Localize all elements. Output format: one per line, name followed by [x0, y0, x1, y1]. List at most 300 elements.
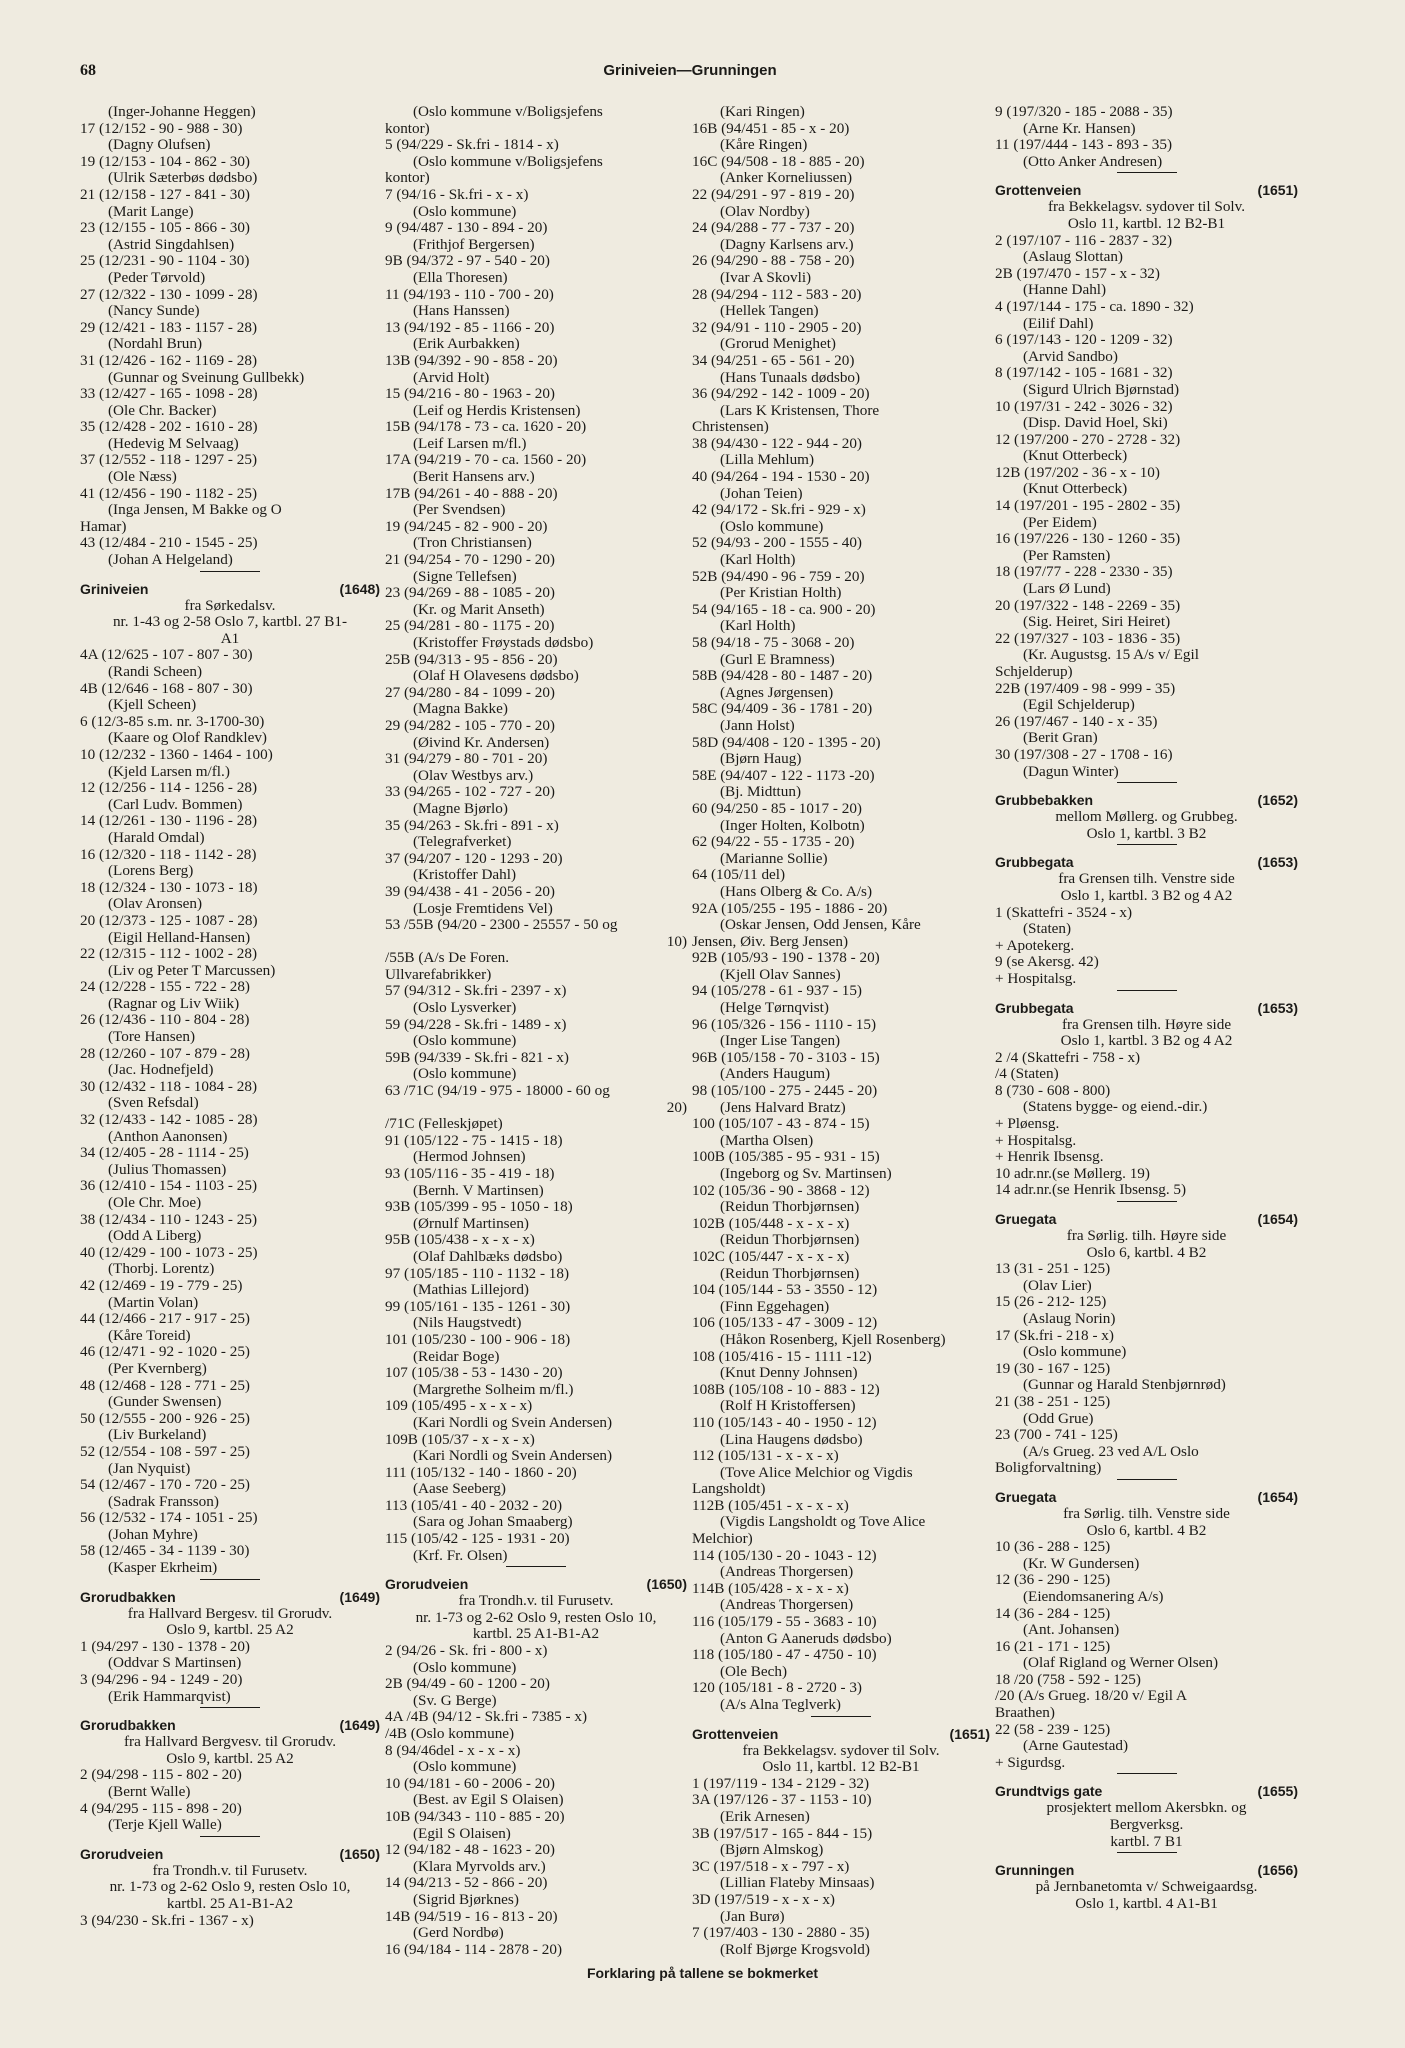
- entry-line: (Oslo Lysverker): [413, 999, 517, 1017]
- entry-line: 34 (94/251 - 65 - 561 - 20): [692, 351, 855, 369]
- street-heading: [995, 1211, 1298, 1228]
- footer-note: Forklaring på tallene se bokmerket: [586, 1965, 819, 1981]
- entry-line: (Kristoffer Frøystads dødsbo): [413, 634, 594, 651]
- entry-line: 41 (12/456 - 190 - 1182 - 25): [80, 484, 258, 502]
- street-name: Grorudbakken: [80, 1717, 176, 1734]
- entry-line: 42 (12/469 - 19 - 779 - 25): [80, 1276, 243, 1294]
- section-divider: [200, 571, 260, 572]
- entry-line: 98 (105/100 - 275 - 2445 - 20): [692, 1082, 878, 1100]
- entry-line: + Pløensg.: [995, 1115, 1060, 1133]
- page-header: [80, 62, 1300, 84]
- entry-line: (Olaf H Olavesens dødsbo): [413, 667, 579, 685]
- entry-line: 4 (94/295 - 115 - 898 - 20): [80, 1799, 242, 1817]
- entry-line: (Hans Tunaals dødsbo): [720, 368, 861, 386]
- entry-line: 99 (105/161 - 135 - 1261 - 30): [385, 1297, 571, 1315]
- entry-line: 96 (105/326 - 156 - 1110 - 15): [692, 1015, 877, 1033]
- entry-line: 10 (197/31 - 242 - 3026 - 32): [995, 397, 1173, 415]
- column-1: [80, 104, 380, 1929]
- entry-line: (Jens Halvard Bratz): [720, 1098, 846, 1116]
- entry-line: (Ole Bech): [720, 1662, 788, 1680]
- entry-line: (Bjørn Haug): [720, 750, 802, 768]
- entry-line: (Knut Otterbeck): [1023, 447, 1128, 465]
- entry-line: 34 (12/405 - 28 - 1114 - 25): [80, 1144, 249, 1162]
- entry-line: 58B (94/428 - 80 - 1487 - 20): [692, 667, 873, 685]
- entry-line: (Arvid Holt): [413, 368, 490, 386]
- entry-line: 59 (94/228 - Sk.fri - 1489 - x): [385, 1015, 567, 1033]
- entry-line: + Sigurdsg.: [995, 1753, 1066, 1771]
- entry-line: (Bj. Midttun): [720, 783, 802, 801]
- entry-line: 54 (12/467 - 170 - 720 - 25): [80, 1476, 250, 1494]
- street-entry: [692, 1726, 990, 1959]
- entry-line: (Leif Larsen m/fl.): [413, 434, 527, 452]
- street-entry: [692, 104, 990, 1717]
- entry-line: 32 (12/433 - 142 - 1085 - 28): [80, 1111, 258, 1129]
- entry-line: (Tove Alice Melchior og Vigdis: [720, 1463, 913, 1481]
- street-name: Grubbegata: [995, 854, 1074, 871]
- section-divider: [1117, 1479, 1177, 1480]
- entry-line: Braathen): [995, 1704, 1055, 1722]
- entry-line: 50 (12/555 - 200 - 926 - 25): [80, 1409, 250, 1427]
- entry-line: (Olav Nordby): [720, 202, 810, 220]
- entry-line: (Reidar Boge): [413, 1347, 500, 1365]
- entry-line: (Mathias Lillejord): [413, 1281, 529, 1299]
- entry-line: 25 (12/231 - 90 - 1104 - 30): [80, 252, 250, 270]
- entry-line: (Julius Thomassen): [108, 1160, 227, 1178]
- entry-line: 40 (12/429 - 100 - 1073 - 25): [80, 1243, 258, 1261]
- entry-line: Melchior): [692, 1530, 753, 1548]
- entry-line: 38 (94/430 - 122 - 944 - 20): [692, 434, 862, 452]
- entry-line: 6 (12/3-85 s.m. nr. 3-1700-30): [80, 712, 265, 730]
- entry-line: 18 (12/324 - 130 - 1073 - 18): [80, 878, 258, 896]
- entry-line: (Rolf H Kristoffersen): [720, 1397, 856, 1415]
- entry-line: (Liv Burkeland): [108, 1426, 207, 1444]
- entry-line: (Erik Arnesen): [720, 1807, 810, 1825]
- entry-line: (Grorud Menighet): [720, 335, 836, 353]
- entry-line: 40 (94/264 - 194 - 1530 - 20): [692, 468, 870, 486]
- street-name: Gruegata: [995, 1488, 1057, 1505]
- entry-line: (Gunder Swensen): [108, 1393, 222, 1411]
- section-divider: [1117, 844, 1177, 845]
- entry-line: 19 (30 - 167 - 125): [995, 1359, 1111, 1377]
- entry-line: (Hellek Tangen): [720, 302, 819, 320]
- entry-line: 100 (105/107 - 43 - 874 - 15): [692, 1115, 870, 1133]
- entry-line: 64 (105/11 del): [692, 866, 786, 884]
- entry-line: 9B (94/372 - 97 - 540 - 20): [385, 252, 550, 270]
- entry-line: 7 (94/16 - Sk.fri - x - x): [385, 185, 529, 203]
- entry-line: 115 (105/42 - 125 - 1931 - 20): [385, 1530, 570, 1548]
- entry-line: (Anton G Aaneruds dødsbo): [720, 1629, 892, 1647]
- street-description: fra Hallvard Bergvesv. til Grorudv.: [123, 1733, 336, 1751]
- street-description: fra Sørlig. tilh. Venstre side: [1063, 1504, 1230, 1522]
- entry-line: 10 (94/181 - 60 - 2006 - 20): [385, 1774, 555, 1792]
- entry-line: Boligforvaltning): [995, 1459, 1102, 1477]
- entry-line: 26 (197/467 - 140 - x - 35): [995, 712, 1158, 730]
- entry-line: 3 (94/296 - 94 - 1249 - 20): [80, 1671, 243, 1689]
- entry-line: + Apotekerg.: [995, 936, 1075, 954]
- entry-line: 36 (94/292 - 142 - 1009 - 20): [692, 385, 870, 403]
- entry-line: + Hospitalsg.: [995, 1131, 1077, 1149]
- street-description: fra Grensen tilh. Høyre side: [1061, 1015, 1232, 1033]
- entry-line: (Margrethe Solheim m/fl.): [413, 1380, 574, 1398]
- entry-line: (Disp. David Hoel, Ski): [1023, 414, 1168, 432]
- entry-line: 3A (197/126 - 37 - 1153 - 10): [692, 1791, 872, 1809]
- entry-line: 14B (94/519 - 16 - 813 - 20): [385, 1907, 558, 1925]
- entry-line: 52 (12/554 - 108 - 597 - 25): [80, 1442, 250, 1460]
- entry-line: 25B (94/313 - 95 - 856 - 20): [385, 650, 558, 668]
- entry-line: 20): [666, 1098, 687, 1116]
- street-heading: [80, 1717, 380, 1734]
- street-name: Griniveien: [80, 580, 149, 597]
- entry-line: 100B (105/385 - 95 - 931 - 15): [692, 1148, 880, 1166]
- entry-line: 21 (12/158 - 127 - 841 - 30): [80, 185, 250, 203]
- entry-line: 93B (105/399 - 95 - 1050 - 18): [385, 1198, 573, 1216]
- entry-line: 102 (105/36 - 90 - 3868 - 12): [692, 1181, 870, 1199]
- entry-line: (Sigrid Bjørknes): [413, 1890, 519, 1908]
- entry-line: 109B (105/37 - x - x - x): [385, 1430, 535, 1448]
- entry-line: (Kjell Scheen): [108, 696, 197, 714]
- entry-line: (Hedevig M Selvaag): [108, 434, 239, 452]
- entry-line: 10): [666, 932, 687, 950]
- entry-line: 107 (105/38 - 53 - 1430 - 20): [385, 1364, 563, 1382]
- entry-line: (Ulrik Sæterbøs dødsbo): [108, 169, 258, 187]
- entry-line: (Jann Holst): [720, 716, 795, 734]
- entry-line: 102C (105/447 - x - x - x): [692, 1247, 850, 1265]
- entry-line: 28 (12/260 - 107 - 879 - 28): [80, 1044, 250, 1062]
- entry-line: 101 (105/230 - 100 - 906 - 18): [385, 1330, 571, 1348]
- entry-line: (Inga Jensen, M Bakke og O: [108, 501, 282, 519]
- entry-line: (Vigdis Langsholdt og Tove Alice: [720, 1513, 926, 1531]
- entry-line: (Lina Haugens dødsbo): [720, 1430, 863, 1448]
- entry-line: (Anthon Aanonsen): [108, 1127, 228, 1145]
- entry-line: 3 (94/230 - Sk.fri - 1367 - x): [80, 1911, 254, 1929]
- entry-line: (Randi Scheen): [108, 663, 203, 680]
- entry-line: 58C (94/409 - 36 - 1781 - 20): [692, 700, 873, 718]
- entry-line: 112 (105/131 - x - x - x): [692, 1447, 839, 1465]
- entry-line: 23 (94/269 - 88 - 1085 - 20): [385, 584, 555, 602]
- street-code: (1652): [1257, 792, 1298, 809]
- entry-line: (Odd A Liberg): [108, 1227, 202, 1245]
- running-title: Griniveien—Grunningen: [603, 62, 777, 79]
- entry-line: 58 (12/465 - 34 - 1139 - 30): [80, 1542, 250, 1560]
- street-description: fra Sørlig. tilh. Høyre side: [1066, 1227, 1227, 1245]
- column-2: [385, 104, 687, 1958]
- entry-line: 22 (58 - 239 - 125): [995, 1720, 1111, 1738]
- entry-line: 114B (105/428 - x - x - x): [692, 1579, 849, 1597]
- entry-line: (Johan Teien): [720, 484, 803, 502]
- entry-line: (Reidun Thorbjørnsen): [720, 1264, 860, 1282]
- entry-line: 92B (105/93 - 190 - 1378 - 20): [692, 949, 880, 967]
- entry-line: (Oslo kommune v/Boligsjefens: [413, 152, 603, 170]
- entry-line: (Per Svendsen): [413, 501, 506, 519]
- entry-line: (Best. av Egil S Olaisen): [413, 1791, 564, 1809]
- entry-line: (Erik Hammarqvist): [108, 1687, 231, 1705]
- street-entry: [995, 1211, 1298, 1480]
- entry-line: 18 (197/77 - 228 - 2330 - 35): [995, 563, 1173, 581]
- entry-line: (Aslaug Slottan): [1023, 248, 1123, 266]
- section-divider: [200, 1579, 260, 1580]
- street-description: fra Trondh.v. til Furusetv.: [458, 1592, 614, 1610]
- street-description: prosjektert mellom Akersbkn. og: [1046, 1799, 1247, 1817]
- entry-line: 58E (94/407 - 122 - 1173 -20): [692, 766, 875, 784]
- entry-line: (Eilif Dahl): [1023, 314, 1094, 332]
- street-code: (1654): [1257, 1211, 1298, 1228]
- entry-line: (Andreas Thorgersen): [720, 1563, 854, 1581]
- entry-line: (Olav Westbys arv.): [413, 766, 534, 784]
- street-heading: [995, 1862, 1298, 1879]
- street-name: Grorudveien: [80, 1845, 164, 1862]
- page-number: 68: [80, 62, 96, 79]
- entry-line: (Gurl E Bramness): [720, 650, 835, 668]
- entry-line: (A/s Alna Teglverk): [720, 1696, 841, 1713]
- entry-line: 35 (94/263 - Sk.fri - 891 - x): [385, 816, 559, 834]
- entry-line: (Gerd Nordbø): [413, 1924, 504, 1942]
- street-heading: [385, 1576, 687, 1593]
- street-code: (1650): [339, 1845, 380, 1862]
- entry-line: /4B (Oslo kommune): [385, 1725, 515, 1742]
- entry-line: (Per Ramsten): [1023, 546, 1111, 564]
- entry-line: (Tore Hansen): [108, 1028, 196, 1046]
- street-description: nr. 1-73 og 2-62 Oslo 9, resten Oslo 10,: [109, 1878, 351, 1896]
- entry-line: 2 (94/298 - 115 - 802 - 20): [80, 1766, 242, 1784]
- entry-line: 9 (197/320 - 185 - 2088 - 35): [995, 103, 1173, 120]
- entry-line: 32 (94/91 - 110 - 2905 - 20): [692, 318, 862, 336]
- street-description: Bergverksg.: [1109, 1816, 1184, 1834]
- entry-line: (Astrid Singdahlsen): [108, 235, 235, 253]
- entry-line: 3C (197/518 - x - 797 - x): [692, 1857, 850, 1875]
- column-3: [692, 104, 990, 1958]
- entry-line: (Sv. G Berge): [413, 1691, 497, 1709]
- entry-line: /4 (Staten): [995, 1065, 1059, 1083]
- entry-line: + Henrik Ibsensg.: [995, 1148, 1104, 1166]
- street-entry: [995, 1000, 1298, 1203]
- entry-line: (Sven Refsdal): [108, 1094, 199, 1112]
- entry-line: (Inger Lise Tangen): [720, 1032, 841, 1050]
- section-divider: [1117, 172, 1177, 173]
- entry-line: 92A (105/255 - 195 - 1886 - 20): [692, 899, 888, 917]
- entry-line: 30 (197/308 - 27 - 1708 - 16): [995, 745, 1173, 763]
- street-code: (1649): [339, 1588, 380, 1605]
- entry-line: 12 (94/182 - 48 - 1623 - 20): [385, 1841, 555, 1859]
- entry-line: (Johan A Helgeland): [108, 551, 233, 569]
- entry-line: 9 (se Akersg. 42): [995, 953, 1099, 971]
- entry-line: (Hans Olberg & Co. A/s): [720, 882, 873, 900]
- entry-line: 3B (197/517 - 165 - 844 - 15): [692, 1824, 873, 1842]
- entry-line: 1 (94/297 - 130 - 1378 - 20): [80, 1637, 250, 1655]
- entry-line: (Magne Bjørlo): [413, 799, 508, 817]
- entry-line: (Bernh. V Martinsen): [413, 1181, 544, 1199]
- entry-line: (Per Eidem): [1023, 513, 1097, 531]
- street-description: Oslo 1, kartbl. 3 B2 og 4 A2: [1060, 1032, 1233, 1050]
- entry-line: (Knut Denny Johnsen): [720, 1364, 858, 1382]
- street-code: (1650): [646, 1576, 687, 1593]
- entry-line: (Kjell Olav Sannes): [720, 965, 841, 983]
- entry-line: 21 (94/254 - 70 - 1290 - 20): [385, 551, 555, 569]
- entry-line: 16 (12/320 - 118 - 1142 - 28): [80, 845, 257, 863]
- street-code: (1653): [1257, 854, 1298, 871]
- entry-line: (Terje Kjell Walle): [108, 1816, 222, 1834]
- entry-line: 58D (94/408 - 120 - 1395 - 20): [692, 733, 881, 751]
- entry-line: 33 (94/265 - 102 - 727 - 20): [385, 783, 555, 801]
- entry-line: (Ole Chr. Backer): [108, 401, 217, 419]
- entry-line: 31 (94/279 - 80 - 701 - 20): [385, 750, 548, 768]
- entry-line: 25 (94/281 - 80 - 1175 - 20): [385, 617, 555, 635]
- street-description: kartbl. 25 A1-B1-A2: [166, 1894, 294, 1912]
- entry-line: (Otto Anker Andresen): [1023, 152, 1163, 170]
- street-description: fra Hallvard Bergesv. til Grorudv.: [127, 1604, 333, 1622]
- street-code: (1649): [339, 1717, 380, 1734]
- entry-line: 9 (94/487 - 130 - 894 - 20): [385, 219, 548, 237]
- entry-line: 29 (94/282 - 105 - 770 - 20): [385, 716, 555, 734]
- entry-line: 2B (94/49 - 60 - 1200 - 20): [385, 1675, 550, 1693]
- street-description: mellom Møllerg. og Grubbeg.: [1055, 808, 1238, 826]
- entry-line: 94 (105/278 - 61 - 937 - 15): [692, 982, 862, 1000]
- section-divider: [1117, 1773, 1177, 1774]
- street-name: Grubbebakken: [995, 792, 1094, 809]
- entry-line: (Kasper Ekrheim): [108, 1559, 218, 1577]
- entry-line: (Sara og Johan Smaaberg): [413, 1513, 573, 1531]
- entry-line: Schjelderup): [995, 663, 1073, 680]
- entry-line: Ullvarefabrikker): [385, 965, 492, 983]
- street-code: (1653): [1257, 999, 1298, 1016]
- entry-line: 5 (94/229 - Sk.fri - 1814 - x): [385, 136, 559, 154]
- street-description: Oslo 11, kartbl. 12 B2-B1: [1067, 214, 1226, 232]
- entry-line: 7 (197/403 - 130 - 2880 - 35): [692, 1924, 870, 1942]
- entry-line: 52B (94/490 - 96 - 759 - 20): [692, 567, 865, 585]
- street-heading: [80, 581, 380, 598]
- entry-line: 46 (12/471 - 92 - 1020 - 25): [80, 1343, 250, 1361]
- section-divider: [200, 1707, 260, 1708]
- entry-line: 114 (105/130 - 20 - 1043 - 12): [692, 1546, 877, 1564]
- entry-line: 20 (197/322 - 148 - 2269 - 35): [995, 596, 1181, 614]
- street-entry: [385, 1576, 687, 1958]
- entry-line: 60 (94/250 - 85 - 1017 - 20): [692, 799, 862, 817]
- street-entry: [385, 104, 687, 1567]
- street-entry: [80, 1717, 380, 1837]
- entry-line: + Hospitalsg.: [995, 969, 1077, 987]
- section-divider: [200, 1836, 260, 1837]
- entry-line: (Ole Næss): [108, 468, 177, 486]
- street-code: (1656): [1257, 1862, 1298, 1879]
- entry-line: (Olaf Rigland og Werner Olsen): [1023, 1654, 1219, 1672]
- entry-line: 96B (105/158 - 70 - 3103 - 15): [692, 1048, 880, 1066]
- entry-line: (Aase Seeberg): [413, 1480, 506, 1498]
- street-entry: [80, 1589, 380, 1709]
- entry-line: 22 (12/315 - 112 - 1002 - 28): [80, 945, 258, 963]
- entry-line: Hamar): [80, 517, 127, 535]
- entry-line: 4B (12/646 - 168 - 807 - 30): [80, 679, 253, 697]
- entry-line: 23 (700 - 741 - 125): [995, 1426, 1118, 1444]
- entry-line: (Oskar Jensen, Odd Jensen, Kåre: [720, 916, 921, 934]
- entry-line: 14 (12/261 - 130 - 1196 - 28): [80, 812, 258, 830]
- entry-line: (Øivind Kr. Andersen): [413, 733, 550, 751]
- entry-line: /55B (A/s De Foren.: [385, 949, 510, 967]
- entry-line: 102B (105/448 - x - x - x): [692, 1214, 850, 1232]
- entry-line: (Ivar A Skovli): [720, 268, 812, 286]
- entry-line: 14 (36 - 284 - 125): [995, 1604, 1111, 1622]
- entry-line: 4 (197/144 - 175 - ca. 1890 - 32): [995, 297, 1194, 315]
- entry-line: (Lars Ø Lund): [1023, 580, 1111, 598]
- entry-line: 58 (94/18 - 75 - 3068 - 20): [692, 634, 855, 651]
- entry-line: (Oslo kommune v/Boligsjefens: [413, 103, 603, 120]
- entry-line: 10 (36 - 288 - 125): [995, 1538, 1111, 1556]
- entry-line: 4A /4B (94/12 - Sk.fri - 7385 - x): [385, 1708, 588, 1726]
- entry-line: 111 (105/132 - 140 - 1860 - 20): [385, 1463, 577, 1481]
- entry-line: (Kari Nordli og Svein Andersen): [413, 1413, 613, 1431]
- street-description: nr. 1-73 og 2-62 Oslo 9, resten Oslo 10,: [415, 1608, 657, 1626]
- entry-line: (Sig. Heiret, Siri Heiret): [1023, 613, 1171, 631]
- entry-line: 24 (94/288 - 77 - 737 - 20): [692, 219, 855, 237]
- entry-line: 11 (94/193 - 110 - 700 - 20): [385, 285, 554, 303]
- entry-line: (Gunnar og Harald Stenbjørnrød): [1023, 1376, 1226, 1394]
- section-divider: [811, 1716, 871, 1717]
- entry-line: (Nils Haugstvedt): [413, 1314, 522, 1332]
- street-name: Grottenveien: [692, 1725, 779, 1742]
- entry-line: (Losje Fremtidens Vel): [413, 899, 553, 917]
- street-heading: [995, 1000, 1298, 1017]
- street-description: fra Grensen tilh. Venstre side: [1058, 870, 1235, 888]
- entry-line: (Per Kvernberg): [108, 1359, 207, 1377]
- entry-line: (Oslo kommune): [413, 1032, 517, 1050]
- street-entry: [995, 854, 1298, 990]
- entry-line: (Kjeld Larsen m/fl.): [108, 762, 230, 780]
- street-entry: [80, 581, 380, 1580]
- street-description: Oslo 9, kartbl. 25 A2: [166, 1621, 294, 1639]
- street-description: på Jernbanetomta v/ Schweigaardsg.: [1035, 1878, 1258, 1896]
- entry-line: 1 (Skattefri - 3524 - x): [995, 903, 1133, 921]
- entry-line: 53 /55B (94/20 - 2300 - 25557 - 50 og: [385, 916, 618, 934]
- entry-line: (Oslo kommune): [413, 1658, 517, 1676]
- entry-line: (Agnes Jørgensen): [720, 683, 834, 701]
- entry-line: (Tron Christiansen): [413, 534, 532, 552]
- entry-line: 8 (94/46del - x - x - x): [385, 1741, 521, 1759]
- entry-line: (Per Kristian Holth): [720, 584, 842, 602]
- street-name: Grubbegata: [995, 999, 1074, 1016]
- street-description: fra Bekkelagsv. sydover til Solv.: [1047, 198, 1246, 216]
- street-entry: [80, 104, 380, 572]
- entry-line: (Bjørn Almskog): [720, 1841, 824, 1859]
- street-heading: [692, 1726, 990, 1743]
- street-entry: [995, 1862, 1298, 1912]
- entry-line: (Statens bygge- og eiend.-dir.): [1023, 1098, 1208, 1116]
- street-description: fra Bekkelagsv. sydover til Solv.: [742, 1741, 940, 1759]
- section-divider: [1117, 1852, 1177, 1853]
- entry-line: 20 (12/373 - 125 - 1087 - 28): [80, 911, 258, 929]
- entry-line: 113 (105/41 - 40 - 2032 - 20): [385, 1496, 563, 1514]
- entry-line: 17 (12/152 - 90 - 988 - 30): [80, 119, 243, 137]
- street-description: Oslo 6, kartbl. 4 B2: [1086, 1243, 1207, 1261]
- street-description: kartbl. 25 A1-B1-A2: [472, 1625, 600, 1643]
- entry-line: (Reidun Thorbjørnsen): [720, 1231, 860, 1249]
- section-divider: [1117, 990, 1177, 991]
- entry-line: (Kari Ringen): [720, 103, 805, 120]
- street-description: Oslo 6, kartbl. 4 B2: [1086, 1521, 1207, 1539]
- entry-line: (Inger-Johanne Heggen): [108, 103, 256, 120]
- entry-line: (Hermod Johnsen): [413, 1148, 526, 1166]
- entry-line: 57 (94/312 - Sk.fri - 2397 - x): [385, 982, 567, 1000]
- entry-line: 3D (197/519 - x - x - x): [692, 1890, 835, 1908]
- entry-line: 30 (12/432 - 118 - 1084 - 28): [80, 1077, 258, 1095]
- entry-line: (Sadrak Fransson): [108, 1492, 219, 1510]
- entry-line: (Oddvar S Martinsen): [108, 1654, 242, 1672]
- entry-line: (Odd Grue): [1023, 1409, 1094, 1427]
- entry-line: 27 (94/280 - 84 - 1099 - 20): [385, 683, 555, 701]
- entry-line: 12B (197/202 - 36 - x - 10): [995, 463, 1160, 481]
- street-description: Oslo 1, kartbl. 3 B2 og 4 A2: [1060, 886, 1233, 904]
- entry-line: 1 (197/119 - 134 - 2129 - 32): [692, 1774, 870, 1792]
- entry-line: (Thorbj. Lorentz): [108, 1260, 215, 1278]
- entry-line: (Jac. Hodnefjeld): [108, 1061, 214, 1079]
- entry-line: (Peder Tørvold): [108, 268, 206, 286]
